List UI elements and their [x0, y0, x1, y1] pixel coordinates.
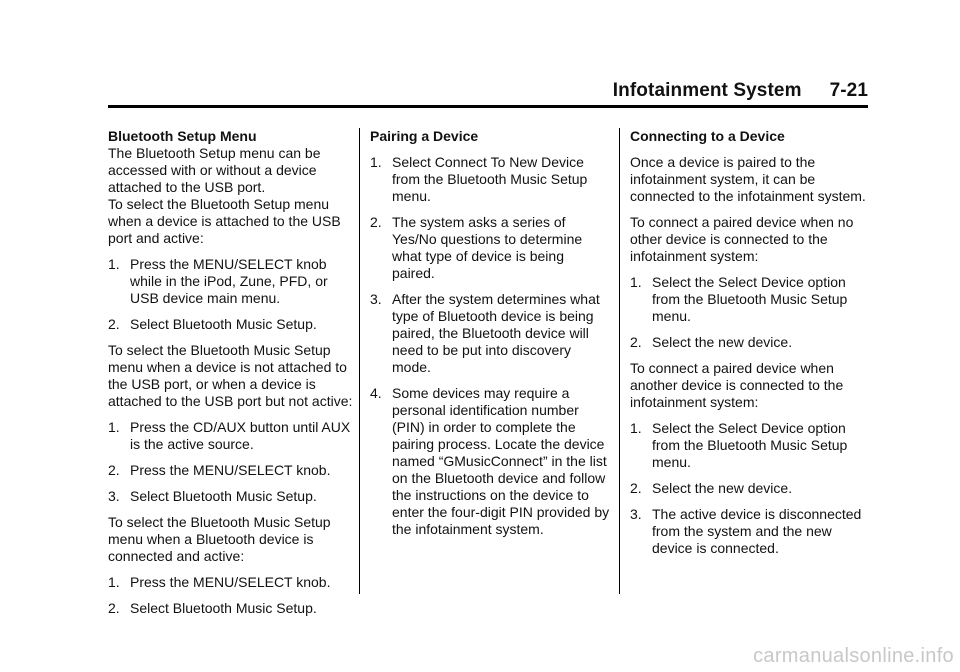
list-item: 2. Press the MENU/SELECT knob.: [108, 462, 331, 478]
list-item: 1. Press the CD/AUX button until AUX is the active source.: [108, 419, 351, 452]
list-item: 2. Select Bluetooth Music Setup.: [108, 600, 317, 616]
list-item: 1. Press the MENU/SELECT knob.: [108, 574, 331, 590]
list-item: 1. Press the MENU/SELECT knob while in the iPod, Zune, PFD, or USB device main menu.: [108, 256, 328, 306]
paragraph: Once a device is paired to the infotainment system, it can be connected to the infotainment system.: [630, 154, 866, 204]
paragraph: To select the Bluetooth Setup menu when a device is attached to the USB port and active:: [108, 196, 341, 246]
list-item: 3. Select Bluetooth Music Setup.: [108, 488, 317, 504]
header-rule: [108, 105, 868, 108]
watermark: carmanualsonline.info: [753, 645, 954, 667]
paragraph: The Bluetooth Setup menu can be accessed with or without a device attached to the USB port.: [108, 145, 321, 195]
column-divider: [359, 128, 360, 594]
step-list: [630, 274, 870, 351]
paragraph: To connect a paired device when another device is connected to the infotainment system:: [630, 360, 844, 410]
paragraph: To select the Bluetooth Music Setup menu when a device is not attached to the USB port, or when a device is attached to the USB port but not active:: [108, 342, 353, 409]
column-left: [108, 128, 353, 626]
section-heading: Bluetooth Setup Menu: [108, 128, 257, 144]
list-item: 4. Some devices may require a personal identification number (PIN) in order to complete the pairing process. Locate the device named “GMusicConnect” in the list on the Bluetooth device and follow the instructions on the device to enter the four-digit PIN provided by the infotainment system.: [370, 385, 610, 537]
step-list: [370, 154, 610, 538]
list-item: 1. Select the Select Device option from the Bluetooth Music Setup menu.: [630, 274, 848, 324]
list-item: 2. The system asks a series of Yes/No questions to determine what type of device is being paired.: [370, 214, 583, 281]
list-item: 1. Select the Select Device option from the Bluetooth Music Setup menu.: [630, 420, 848, 470]
column-middle: [370, 128, 610, 547]
list-item: 1. Select Connect To New Device from the Bluetooth Music Setup menu.: [370, 154, 588, 204]
step-list: [108, 419, 353, 505]
section-heading: Pairing a Device: [370, 128, 479, 144]
section-heading: Connecting to a Device: [630, 128, 785, 144]
step-list: [630, 420, 870, 557]
column-right: [630, 128, 870, 566]
step-list: [108, 256, 353, 333]
step-list: [108, 574, 353, 617]
list-item: 2. Select the new device.: [630, 480, 793, 496]
paragraph: To connect a paired device when no other device is connected to the infotainment system:: [630, 214, 854, 264]
column-divider: [619, 128, 620, 594]
section-title: Infotainment System: [612, 80, 802, 101]
paragraph: To select the Bluetooth Music Setup menu when a Bluetooth device is connected and active:: [108, 514, 331, 564]
page-number: 7-21: [829, 80, 868, 101]
page-header: [108, 80, 868, 106]
list-item: 3. The active device is disconnected from the system and the new device is connected.: [630, 506, 862, 556]
list-item: 2. Select the new device.: [630, 334, 793, 350]
list-item: 2. Select Bluetooth Music Setup.: [108, 316, 317, 332]
list-item: 3. After the system determines what type of Bluetooth device is being paired, the Bluetooth device will need to be put into discovery mode.: [370, 291, 600, 375]
